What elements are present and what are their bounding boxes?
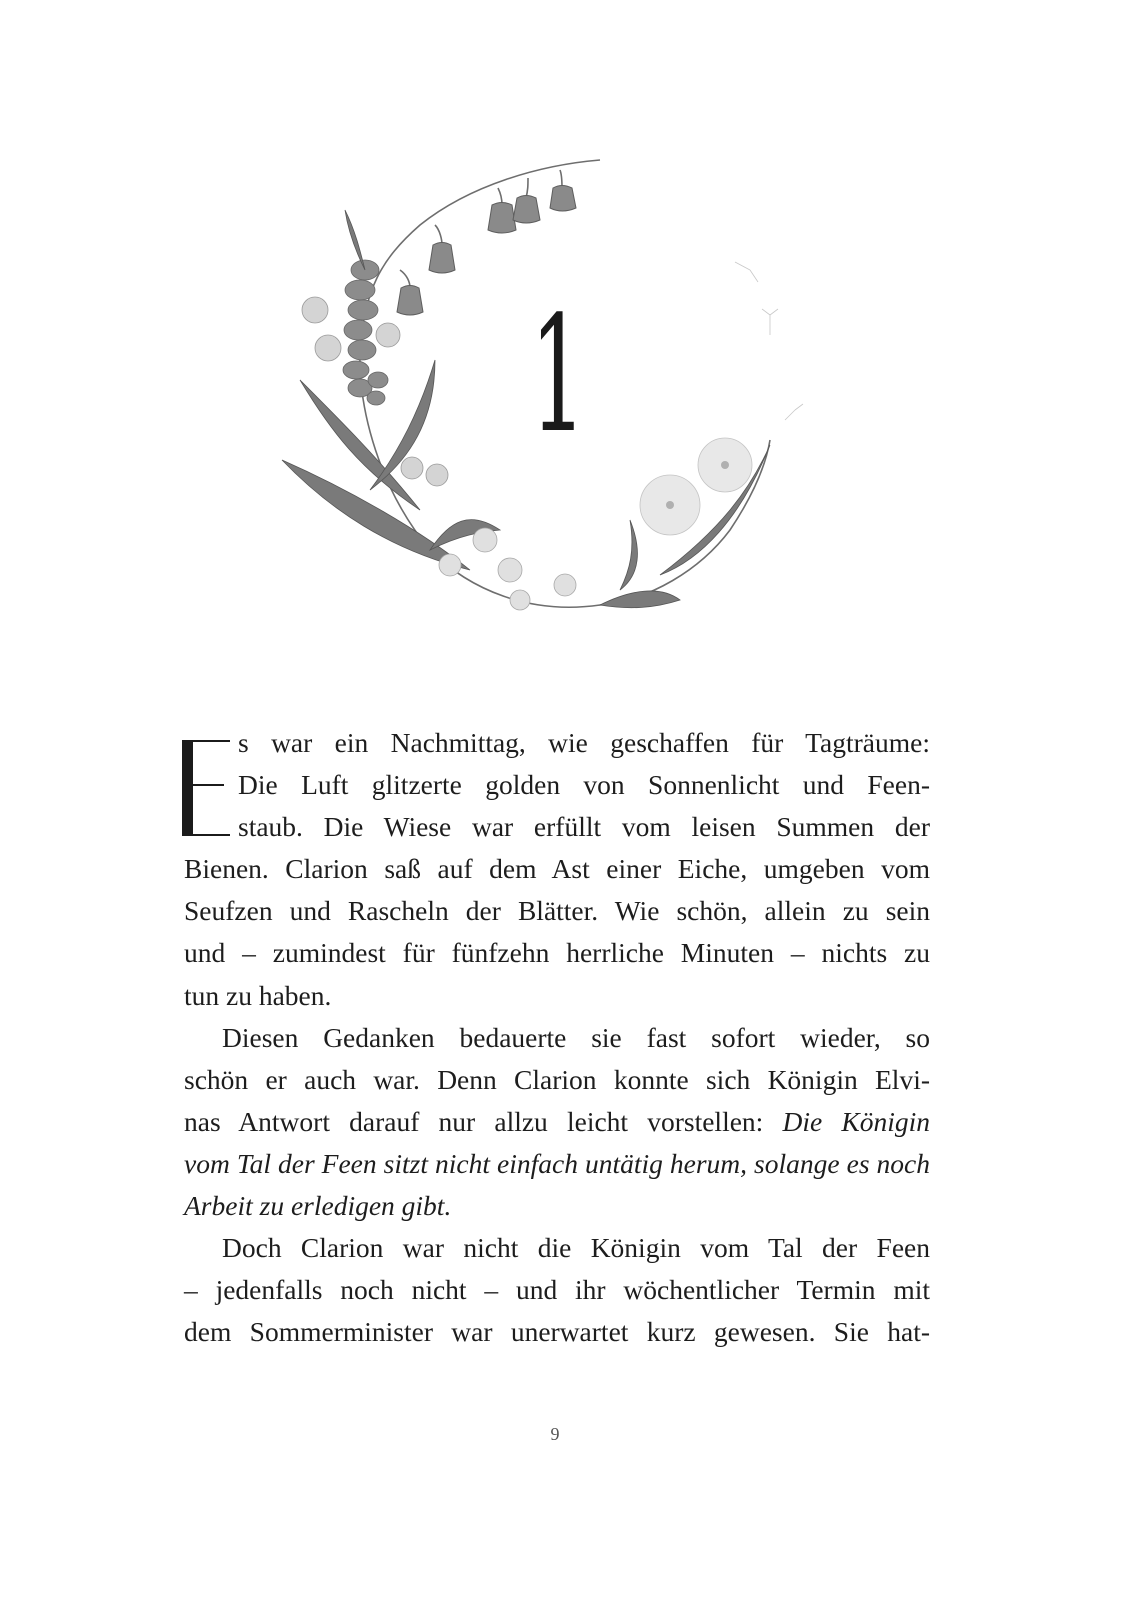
chapter-number: 1 <box>530 281 587 468</box>
text-line: Seufzen und Rascheln der Blätter. Wie schön, allein zu sein <box>184 895 930 927</box>
text-line-italic: Arbeit zu erledigen gibt. <box>184 1190 452 1222</box>
text-line: staub. Die Wiese war erfüllt vom leisen Summen der <box>238 811 930 843</box>
text-line: tun zu haben. <box>184 979 332 1011</box>
text-roman: nas Antwort darauf nur allzu leicht vorstellen: <box>184 1105 783 1137</box>
text-line: schön er auch war. Denn Clarion konnte sich Königin Elvi- <box>184 1063 930 1095</box>
text-line: – jedenfalls noch nicht – und ihr wöchentlicher Termin mit <box>184 1274 930 1306</box>
text-line: Diesen Gedanken bedauerte sie fast sofort wieder, so <box>222 1021 930 1053</box>
text-line-mixed <box>184 1101 930 1143</box>
text-line: und – zumindest für fünfzehn herrliche Minuten – nichts zu <box>184 937 930 969</box>
text-line: dem Sommerminister war unerwartet kurz gewesen. Sie hat- <box>184 1316 930 1348</box>
text-line-italic: vom Tal der Feen sitzt nicht einfach untätig herum, solange es noch <box>184 1147 930 1179</box>
chapter-body-text <box>184 722 930 1353</box>
text-line: s war ein Nachmittag, wie geschaffen für Tagträume: <box>238 727 930 758</box>
text-italic: Die Königin <box>782 1105 930 1137</box>
text-line: Doch Clarion war nicht die Königin vom Tal der Feen <box>222 1232 930 1264</box>
text-line: Bienen. Clarion saß auf dem Ast einer Eiche, umgeben vom <box>184 853 930 885</box>
page-number: 9 <box>550 1424 560 1444</box>
text-line: Die Luft glitzerte golden von Sonnenlicht und Feen- <box>238 769 930 801</box>
